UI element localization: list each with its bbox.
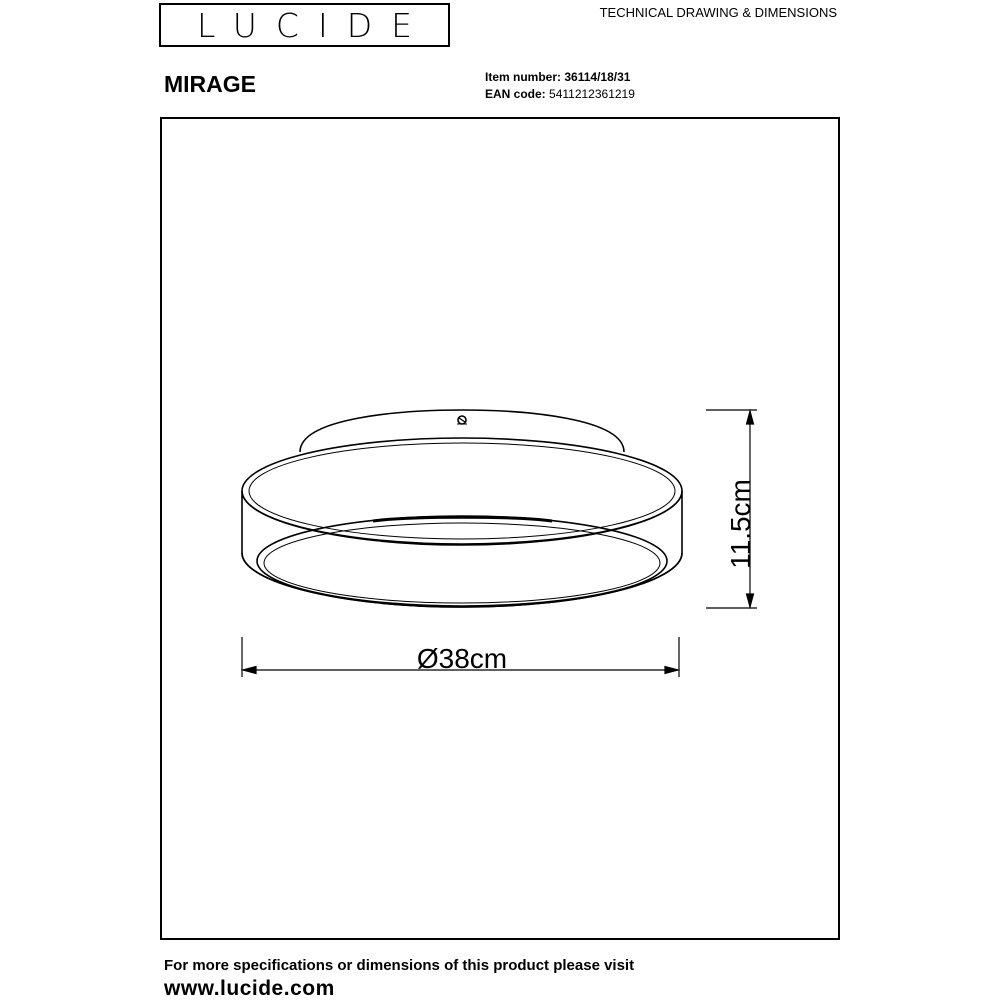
footer [164,956,634,1002]
ring-top-inner [249,443,675,539]
mounting-screw-icon [457,416,467,424]
brand-logo-text: LUCIDE [197,5,431,45]
item-number-label: Item number: [485,70,562,84]
ring-inner-band [373,517,552,521]
item-number-value: 36114/18/31 [564,70,631,84]
ring-side-face [242,491,682,607]
product-name: MIRAGE [164,71,256,97]
ean-value: 5411212361219 [549,87,635,101]
ean-label: EAN code: [485,87,546,101]
footer-note: For more specifications or dimensions of this product please visit [164,957,635,974]
website-link[interactable]: www.lucide.com [164,977,335,1000]
diameter-label: Ø38cm [416,643,508,674]
height-label: 11.5cm [725,479,756,569]
ring-top-outer [242,438,682,544]
document-caption: TECHNICAL DRAWING & DIMENSIONS [599,5,837,20]
